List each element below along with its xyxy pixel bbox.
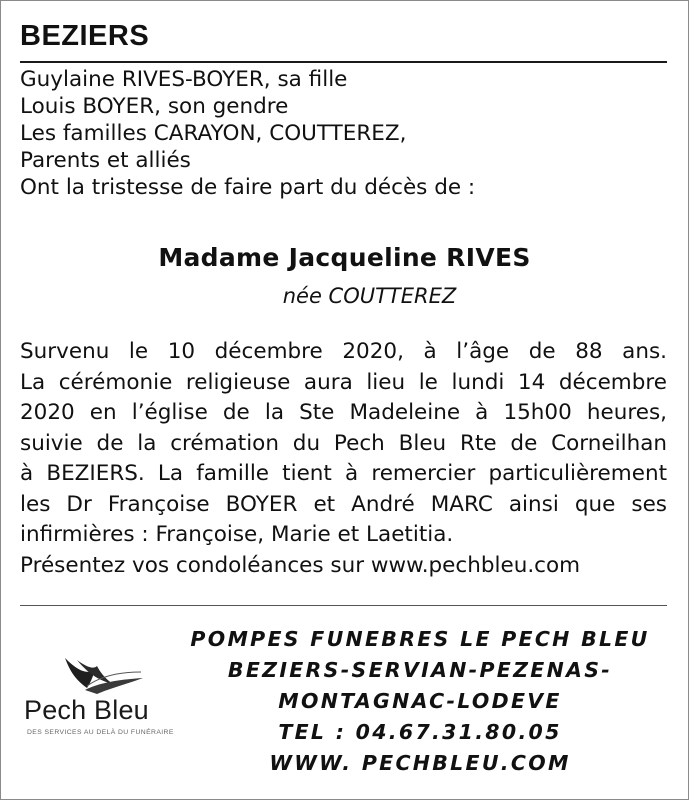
family-line: Parents et alliés: [20, 148, 191, 173]
details-line: suivie de la crémation du Pech Bleu Rte de Corneilhan: [20, 430, 667, 456]
company-phone: TEL : 04.67.31.80.05: [278, 720, 562, 744]
footer-divider: [20, 605, 667, 606]
funeral-home-info: [170, 624, 670, 779]
deceased-name: Madame Jacqueline RIVES: [158, 243, 531, 272]
company-name: POMPES FUNEBRES LE PECH BLEU: [190, 627, 650, 651]
header-divider: [20, 61, 667, 63]
ceremony-details: [20, 337, 667, 581]
details-line: Présentez vos condoléances sur www.pechbleu.com: [20, 552, 581, 578]
family-list: [20, 66, 670, 201]
family-line: Guylaine RIVES-BOYER, sa fille: [20, 67, 348, 92]
details-line: à BEZIERS. La famille tient à remercier particulièrement: [20, 461, 667, 486]
family-line: Ont la tristesse de faire part du décès de :: [20, 175, 476, 200]
details-line: infirmières : Françoise, Marie et Laetitia.: [20, 522, 454, 547]
logo-tagline: DES SERVICES AU DELÀ DU FUNÉRAIRE: [27, 729, 174, 736]
logo-brand-name: Pech Bleu: [24, 695, 149, 725]
bird-wing-icon: [57, 654, 147, 698]
pech-bleu-logo: [22, 652, 192, 744]
details-line: Survenu le 10 décembre 2020, à l’âge de 88 ans.: [20, 339, 667, 364]
company-locations: MONTAGNAC-LODEVE: [278, 689, 562, 713]
company-website: WWW. PECHBLEU.COM: [269, 751, 571, 775]
deceased-maiden-name: née COUTTEREZ: [282, 284, 457, 308]
company-locations: BEZIERS-SERVIAN-PEZENAS-: [227, 658, 613, 682]
details-line: les Dr Françoise BOYER et André MARC ainsi que ses: [20, 491, 667, 517]
details-line: 2020 en l’église de la Ste Madeleine à 15h00 heures,: [20, 400, 667, 425]
family-line: Les familles CARAYON, COUTTEREZ,: [20, 121, 407, 146]
city-heading: BEZIERS: [20, 20, 150, 52]
family-line: Louis BOYER, son gendre: [20, 94, 289, 119]
details-line: La cérémonie religieuse aura lieu le lundi 14 décembre: [20, 369, 667, 395]
